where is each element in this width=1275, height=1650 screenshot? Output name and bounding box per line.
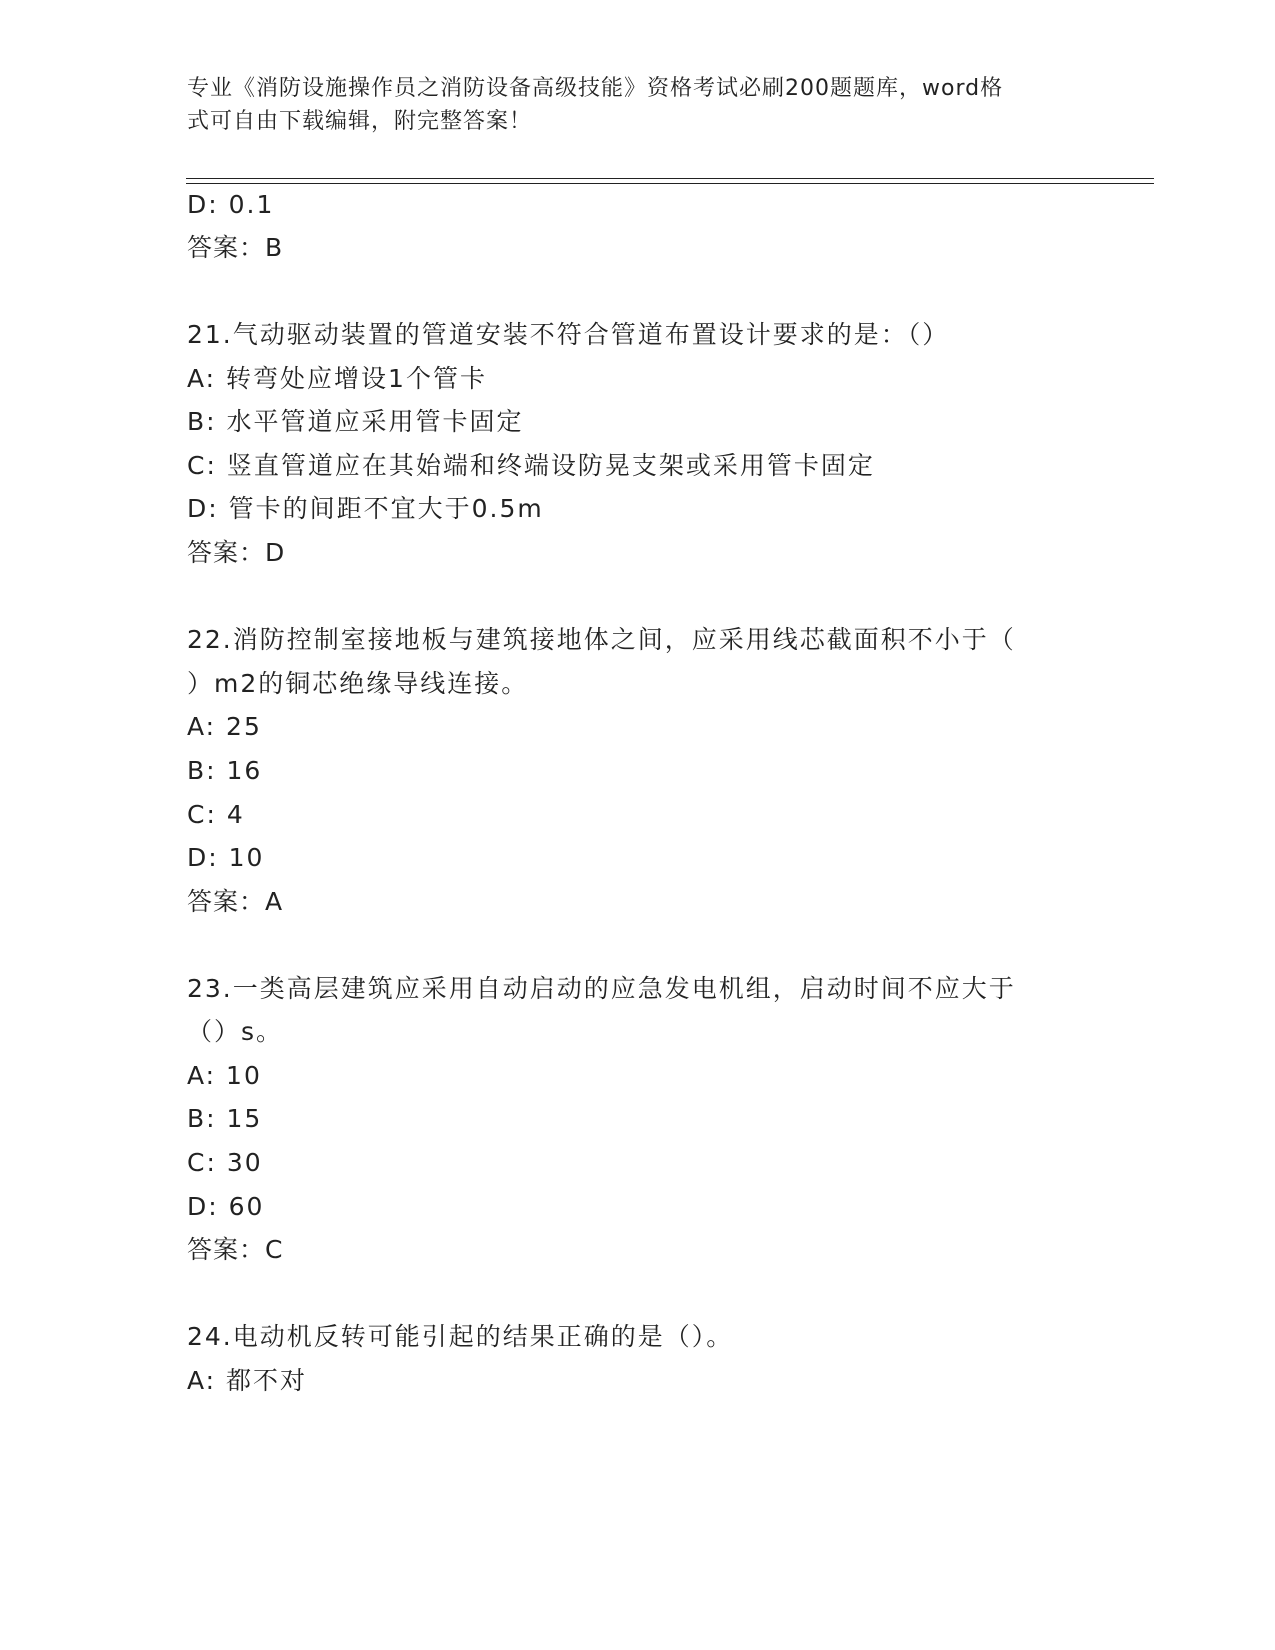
q22-stem-line-1: 22.消防控制室接地板与建筑接地体之间，应采用线芯截面积不小于（ [187, 625, 1016, 654]
q22-option-a: A: 25 [187, 712, 262, 741]
header-line-1: 专业《消防设施操作员之消防设备高级技能》资格考试必刷200题题库，word格 [187, 76, 1004, 101]
q21-option-a: A: 转弯处应增设1个管卡 [187, 364, 487, 393]
q22-option-b: B: 16 [187, 756, 263, 785]
q22-answer: 答案：A [187, 887, 284, 916]
header-divider-bottom [186, 183, 1154, 184]
q23-option-c: C: 30 [187, 1148, 263, 1177]
prev-option-d: D: 0.1 [187, 190, 275, 219]
q23-option-a: A: 10 [187, 1061, 262, 1090]
q23-answer: 答案：C [187, 1235, 284, 1264]
header-divider-top [186, 178, 1154, 179]
q21-option-b: B: 水平管道应采用管卡固定 [187, 407, 524, 436]
q23-stem-line-2: （）s。 [187, 1017, 284, 1046]
q22-stem-line-2: ）m2的铜芯绝缘导线连接。 [187, 669, 529, 698]
prev-answer: 答案：B [187, 233, 284, 262]
q23-option-d: D: 60 [187, 1192, 265, 1221]
q21-option-c: C: 竖直管道应在其始端和终端设防晃支架或采用管卡固定 [187, 451, 875, 480]
q23-stem-line-1: 23.一类高层建筑应采用自动启动的应急发电机组，启动时间不应大于 [187, 974, 1016, 1003]
q24-option-a: A: 都不对 [187, 1366, 308, 1395]
q22-option-d: D: 10 [187, 843, 265, 872]
q21-stem: 21.气动驱动装置的管道安装不符合管道布置设计要求的是：（） [187, 320, 950, 349]
q22-option-c: C: 4 [187, 800, 245, 829]
q23-option-b: B: 15 [187, 1104, 263, 1133]
q24-stem: 24.电动机反转可能引起的结果正确的是（）。 [187, 1322, 734, 1351]
q21-option-d: D: 管卡的间距不宜大于0.5m [187, 494, 544, 523]
header-line-2: 式可自由下载编辑，附完整答案！ [187, 109, 533, 134]
document-header [187, 72, 1067, 138]
q21-answer: 答案：D [187, 538, 286, 567]
